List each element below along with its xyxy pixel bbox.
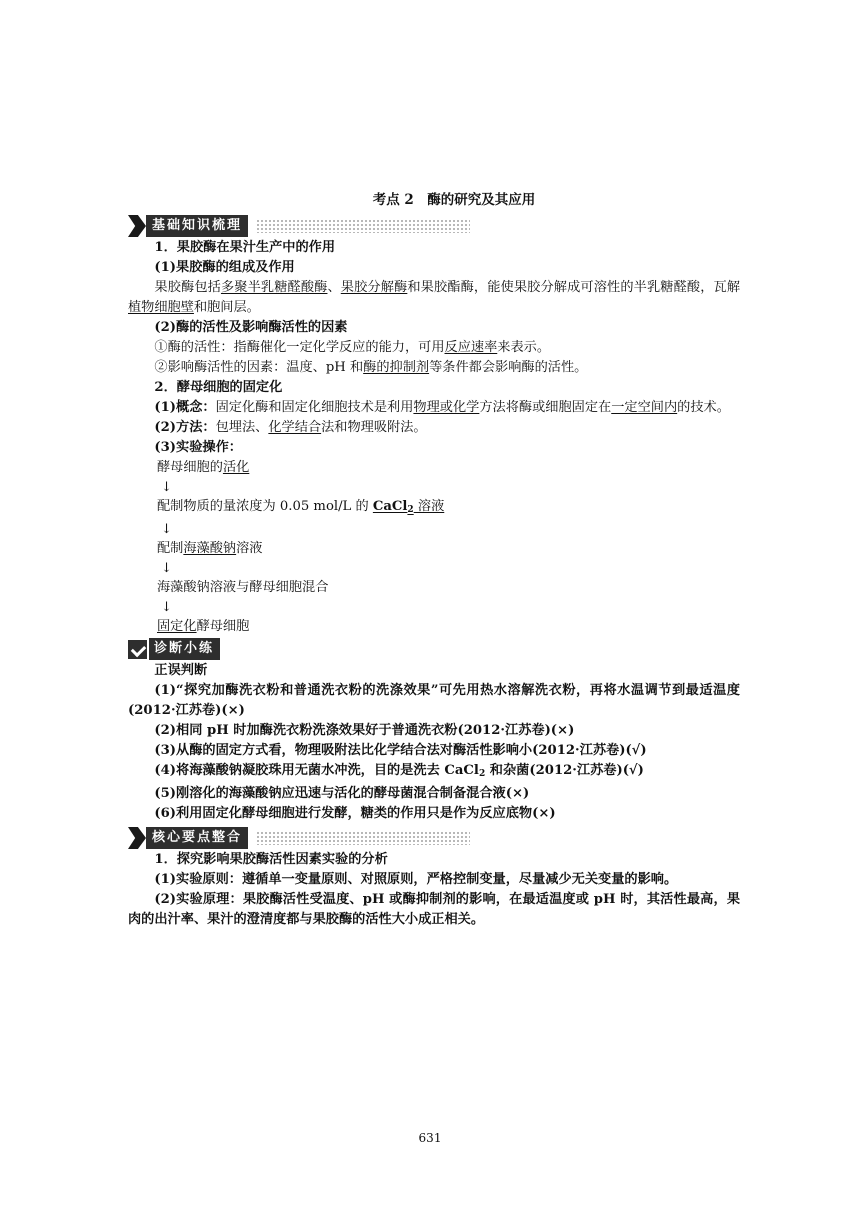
banner-label: 基础知识梳理 <box>146 215 248 237</box>
flow-step: 配制物质的量浓度为 0.05 mol/L 的 CaCl$_2$ 溶液 <box>157 499 445 515</box>
flow-step: 海藻酸钠溶液与酵母细胞混合 <box>157 580 329 595</box>
paragraph: (1)实验原则：遵循单一变量原则、对照原则，严格控制变量，尽量减少无关变量的影响。 <box>154 872 678 887</box>
section-title: 考点 2 酶的研究及其应用 <box>372 192 536 208</box>
subheading: 1．探究影响果胶酶活性因素实验的分析 <box>154 852 388 867</box>
down-arrow-icon: ↓ <box>161 480 173 495</box>
down-arrow-icon: ↓ <box>161 561 173 576</box>
dotted-rule <box>256 831 470 845</box>
page-number: 631 <box>418 1131 442 1145</box>
paragraph: ①酶的活性：指酶催化一定化学反应的能力，可用反应速率来表示。 <box>154 340 551 355</box>
banner-label: 诊断小练 <box>149 638 220 660</box>
paragraph: (2)方法：包埋法、化学结合法和物理吸附法。 <box>154 420 427 435</box>
paragraph: (1)概念：固定化酶和固定化细胞技术是利用物理或化学方法将酶或细胞固定在一定空间内的技术。 <box>154 400 730 415</box>
flow-step: 配制海藻酸钠溶液 <box>157 541 263 556</box>
dotted-rule <box>256 219 470 233</box>
down-arrow-icon: ↓ <box>161 600 173 615</box>
subheading: 1．果胶酶在果汁生产中的作用 <box>154 240 336 255</box>
banner-label: 核心要点整合 <box>146 827 248 849</box>
document-body <box>128 190 740 930</box>
banner-core-points <box>128 826 740 850</box>
down-arrow-icon: ↓ <box>161 522 173 537</box>
chevron-right-icon <box>128 827 146 849</box>
paragraph: 果胶酶包括多聚半乳糖醛酸酶、果胶分解酶和果胶酯酶，能使果胶分解成可溶性的半乳糖醛酸，瓦解植物细胞壁和胞间层。 <box>128 280 741 315</box>
banner-diagnose <box>128 637 740 661</box>
quiz-item: (3)从酶的固定方式看，物理吸附法比化学结合法对酶活性影响小(2012·江苏卷)(√) <box>154 743 647 758</box>
quiz-item: (1)“探究加酶洗衣粉和普通洗衣粉的洗涤效果”可先用热水溶解洗衣粉，再将水温调节到最适温度(2012·江苏卷)(×) <box>128 683 740 718</box>
item-heading: (2)酶的活性及影响酶活性的因素 <box>154 320 348 335</box>
check-icon <box>128 640 147 659</box>
quiz-item: (6)利用固定化酵母细胞进行发酵，糖类的作用只是作为反应底物(×) <box>154 806 556 821</box>
flow-step: 固定化酵母细胞 <box>157 619 250 634</box>
subheading: 2．酵母细胞的固定化 <box>154 380 283 395</box>
quiz-item: (4)将海藻酸钠凝胶珠用无菌水冲洗，目的是洗去 CaCl$_2$ 和杂菌(2012·江苏卷)(√) <box>154 763 644 779</box>
item-heading: (1)果胶酶的组成及作用 <box>154 260 295 275</box>
paragraph: ②影响酶活性的因素：温度、pH 和酶的抑制剂等条件都会影响酶的活性。 <box>154 360 588 375</box>
flow-step: 酵母细胞的活化 <box>157 460 250 475</box>
chevron-right-icon <box>128 215 146 237</box>
item-heading: (3)实验操作： <box>154 440 242 455</box>
paragraph: (2)实验原理：果胶酶活性受温度、pH 或酶抑制剂的影响，在最适温度或 pH 时，其活性最高，果肉的出汁率、果汁的澄清度都与果胶酶的活性大小成正相关。 <box>128 892 741 927</box>
quiz-item: (2)相同 pH 时加酶洗衣粉洗涤效果好于普通洗衣粉(2012·江苏卷)(×) <box>154 723 575 738</box>
banner-basic-knowledge <box>128 214 740 238</box>
quiz-item: (5)刚溶化的海藻酸钠应迅速与活化的酵母菌混合制备混合液(×) <box>154 786 530 801</box>
subheading: 正误判断 <box>154 663 208 678</box>
